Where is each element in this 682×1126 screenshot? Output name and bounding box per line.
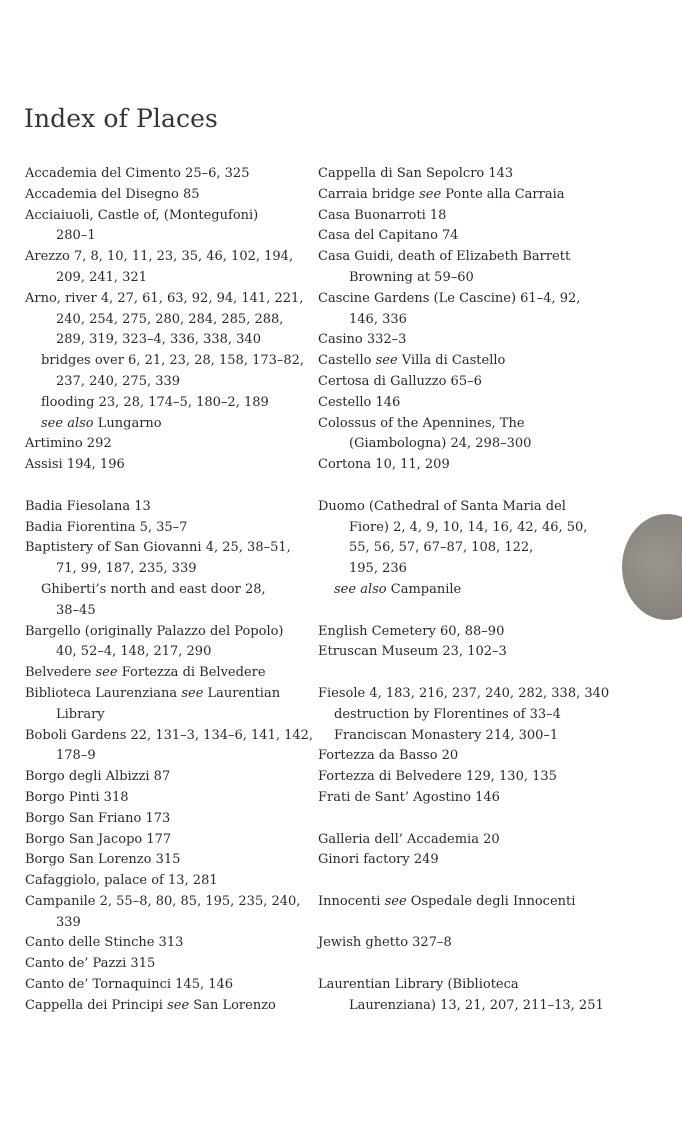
entry-text: Borgo Pinti 318 <box>25 789 129 805</box>
cross-reference-label: see <box>375 353 398 369</box>
entry-text: Cortona 10, 11, 209 <box>318 457 450 473</box>
entry-text: Borgo San Jacopo 177 <box>25 831 172 847</box>
index-entry <box>25 372 315 393</box>
entry-text: 40, 52–4, 148, 217, 290 <box>56 644 212 660</box>
entry-text: Arno, river 4, 27, 61, 63, 92, 94, 141, 221, <box>25 290 304 306</box>
entry-text: 209, 241, 321 <box>56 269 147 285</box>
index-entry <box>25 975 315 996</box>
index-entry <box>318 580 618 601</box>
index-entry <box>318 726 618 747</box>
index-entry <box>25 788 315 809</box>
entry-text: Ghiberti’s north and east door 28, <box>41 581 266 597</box>
entry-term: Biblioteca Laurenziana <box>25 685 178 701</box>
entry-text: Cestello 146 <box>318 394 401 410</box>
entry-text: Artimino 292 <box>25 436 112 452</box>
index-entry <box>25 933 315 954</box>
index-entry <box>318 185 618 206</box>
entry-text: Certosa di Galluzzo 65–6 <box>318 373 482 389</box>
cross-reference-label: see <box>384 893 407 909</box>
page-title: Index of Places <box>24 104 218 133</box>
index-entry <box>318 226 618 247</box>
cross-reference-label: see also <box>334 581 387 597</box>
entry-text: 146, 336 <box>349 311 407 327</box>
entry-text: Laurentian Library (Biblioteca <box>318 977 519 993</box>
index-entry <box>25 954 315 975</box>
index-entry <box>318 310 618 331</box>
entry-text: Borgo degli Albizzi 87 <box>25 769 171 785</box>
index-entry <box>25 580 315 601</box>
cross-reference-label: see also <box>41 415 94 431</box>
index-entry <box>318 518 618 539</box>
index-entry <box>318 559 618 580</box>
index-entry <box>318 892 618 913</box>
entry-text: Ginori factory 249 <box>318 852 439 868</box>
section-gap <box>318 601 618 622</box>
index-entry <box>25 913 315 934</box>
index-entry <box>318 268 618 289</box>
index-entry <box>25 310 315 331</box>
entry-text: Campanile <box>390 581 462 597</box>
section-gap <box>318 663 618 684</box>
entry-text: Campanile 2, 55–8, 80, 85, 195, 235, 240, <box>25 893 301 909</box>
section-gap <box>318 476 618 497</box>
index-entry <box>25 289 315 310</box>
index-entry <box>318 705 618 726</box>
index-entry <box>25 726 315 747</box>
entry-text: Cafaggiolo, palace of 13, 281 <box>25 873 218 889</box>
section-gap <box>25 476 315 497</box>
index-entry <box>25 206 315 227</box>
entry-text: Assisi 194, 196 <box>25 457 125 473</box>
entry-text: Fortezza di Belvedere 129, 130, 135 <box>318 769 557 785</box>
index-entry <box>318 933 618 954</box>
index-entry <box>25 705 315 726</box>
entry-text: 289, 319, 323–4, 336, 338, 340 <box>56 332 261 348</box>
section-gap <box>318 913 618 934</box>
entry-text: Fiesole 4, 183, 216, 237, 240, 282, 338, 340 <box>318 685 610 701</box>
entry-term: Carraia bridge <box>318 186 415 202</box>
entry-text: Ponte alla Carraia <box>445 186 565 202</box>
entry-text: Fiore) 2, 4, 9, 10, 14, 16, 42, 46, 50, <box>349 519 588 535</box>
index-entry <box>25 393 315 414</box>
index-entry <box>25 434 315 455</box>
cross-reference-label: see <box>419 186 442 202</box>
entry-text: Canto de’ Tornaquinci 145, 146 <box>25 977 234 993</box>
entry-text: 280–1 <box>56 228 96 244</box>
entry-text: 71, 99, 187, 235, 339 <box>56 561 197 577</box>
entry-text: Colossus of the Apennines, The <box>318 415 525 431</box>
entry-text: Browning at 59–60 <box>349 269 474 285</box>
index-entry <box>25 268 315 289</box>
entry-text: Badia Fiorentina 5, 35–7 <box>25 519 188 535</box>
entry-text: Borgo San Friano 173 <box>25 810 171 826</box>
entry-text: Casino 332–3 <box>318 332 407 348</box>
entry-text: Cascine Gardens (Le Cascine) 61–4, 92, <box>318 290 581 306</box>
entry-text: 339 <box>56 914 81 930</box>
index-entry <box>25 330 315 351</box>
entry-text: 237, 240, 275, 339 <box>56 373 181 389</box>
index-entry <box>25 892 315 913</box>
entry-text: Frati de Sant’ Agostino 146 <box>318 789 500 805</box>
entry-text: Etruscan Museum 23, 102–3 <box>318 644 507 660</box>
cross-reference-label: see <box>181 685 204 701</box>
index-entry <box>25 497 315 518</box>
entry-text: flooding 23, 28, 174–5, 180–2, 189 <box>41 394 269 410</box>
entry-text: Library <box>56 706 105 722</box>
entry-text: Laurentian <box>207 685 281 701</box>
index-entry <box>318 247 618 268</box>
entry-text: (Giambologna) 24, 298–300 <box>349 436 532 452</box>
entry-text: Accademia del Cimento 25–6, 325 <box>25 166 250 181</box>
section-gap <box>318 954 618 975</box>
index-entry <box>25 622 315 643</box>
index-entry <box>318 289 618 310</box>
index-entry <box>318 393 618 414</box>
index-entry <box>318 330 618 351</box>
index-column-right <box>318 164 618 1017</box>
index-entry <box>25 684 315 705</box>
entry-text: Borgo San Lorenzo 315 <box>25 852 181 868</box>
entry-text: Fortezza da Basso 20 <box>318 748 459 764</box>
index-entry <box>25 226 315 247</box>
index-entry <box>318 538 618 559</box>
index-entry <box>318 788 618 809</box>
entry-term: Belvedere <box>25 665 92 681</box>
entry-text: Canto delle Stinche 313 <box>25 935 184 951</box>
index-entry <box>25 746 315 767</box>
index-entry <box>318 767 618 788</box>
index-entry <box>25 830 315 851</box>
index-entry <box>25 351 315 372</box>
index-entry <box>25 663 315 684</box>
entry-text: Baptistery of San Giovanni 4, 25, 38–51, <box>25 540 291 556</box>
entry-text: Casa Buonarroti 18 <box>318 207 447 223</box>
index-entry <box>25 414 315 435</box>
index-entry <box>318 497 618 518</box>
section-gap <box>318 809 618 830</box>
index-entry <box>25 185 315 206</box>
index-entry <box>318 622 618 643</box>
entry-text: Canto de’ Pazzi 315 <box>25 956 156 972</box>
index-entry <box>318 351 618 372</box>
entry-text: San Lorenzo <box>193 997 276 1013</box>
index-entry <box>318 684 618 705</box>
entry-text: Jewish ghetto 327–8 <box>318 935 452 951</box>
index-entry <box>318 830 618 851</box>
entry-text: Ospedale degli Innocenti <box>410 893 576 909</box>
index-entry <box>318 164 618 185</box>
entry-text: Cappella di San Sepolcro 143 <box>318 166 514 181</box>
entry-text: Duomo (Cathedral of Santa Maria del <box>318 498 566 514</box>
entry-text: English Cemetery 60, 88–90 <box>318 623 505 639</box>
index-entry <box>25 601 315 622</box>
entry-term: Innocenti <box>318 893 381 909</box>
index-entry <box>25 996 315 1017</box>
index-entry <box>318 975 618 996</box>
index-entry <box>25 767 315 788</box>
entry-text: Galleria dell’ Accademia 20 <box>318 831 500 847</box>
index-entry <box>318 455 618 476</box>
index-entry <box>318 206 618 227</box>
index-entry <box>25 247 315 268</box>
index-entry <box>25 809 315 830</box>
index-entry <box>25 559 315 580</box>
entry-text: Boboli Gardens 22, 131–3, 134–6, 141, 142, <box>25 727 314 743</box>
entry-text: Acciaiuoli, Castle of, (Montegufoni) <box>25 207 259 223</box>
entry-text: 240, 254, 275, 280, 284, 285, 288, <box>56 311 284 327</box>
index-entry <box>25 642 315 663</box>
index-entry <box>25 538 315 559</box>
cross-reference-label: see <box>167 997 190 1013</box>
index-entry <box>318 996 618 1017</box>
entry-text: 55, 56, 57, 67–87, 108, 122, <box>349 540 534 556</box>
entry-text: bridges over 6, 21, 23, 28, 158, 173–82, <box>41 353 305 369</box>
index-entry <box>318 746 618 767</box>
entry-text: destruction by Florentines of 33–4 <box>334 706 561 722</box>
entry-term: Castello <box>318 353 372 369</box>
entry-text: Casa Guidi, death of Elizabeth Barrett <box>318 249 571 265</box>
index-entry <box>318 850 618 871</box>
section-gap <box>318 871 618 892</box>
index-entry <box>25 871 315 892</box>
entry-text: 195, 236 <box>349 561 407 577</box>
entry-text: Franciscan Monastery 214, 300–1 <box>334 727 559 743</box>
entry-text: Lungarno <box>97 415 162 431</box>
entry-text: 178–9 <box>56 748 96 764</box>
entry-text: Bargello (originally Palazzo del Popolo) <box>25 623 284 639</box>
thumb-tab <box>622 514 682 620</box>
index-entry <box>318 642 618 663</box>
entry-text: Badia Fiesolana 13 <box>25 498 151 514</box>
index-column-left <box>25 164 315 1017</box>
cross-reference-label: see <box>95 665 118 681</box>
entry-text: Villa di Castello <box>401 353 506 369</box>
index-entry <box>25 164 315 185</box>
entry-text: Accademia del Disegno 85 <box>25 186 200 202</box>
entry-term: Cappella dei Principi <box>25 997 163 1013</box>
index-entry <box>25 518 315 539</box>
entry-text: 38–45 <box>56 602 96 618</box>
index-entry <box>25 455 315 476</box>
index-entry <box>25 850 315 871</box>
entry-text: Laurenziana) 13, 21, 207, 211–13, 251 <box>349 997 604 1013</box>
index-entry <box>318 372 618 393</box>
entry-text: Fortezza di Belvedere <box>121 665 266 681</box>
index-entry <box>318 414 618 435</box>
index-entry <box>318 434 618 455</box>
entry-text: Casa del Capitano 74 <box>318 228 459 244</box>
entry-text: Arezzo 7, 8, 10, 11, 23, 35, 46, 102, 194, <box>25 249 294 265</box>
